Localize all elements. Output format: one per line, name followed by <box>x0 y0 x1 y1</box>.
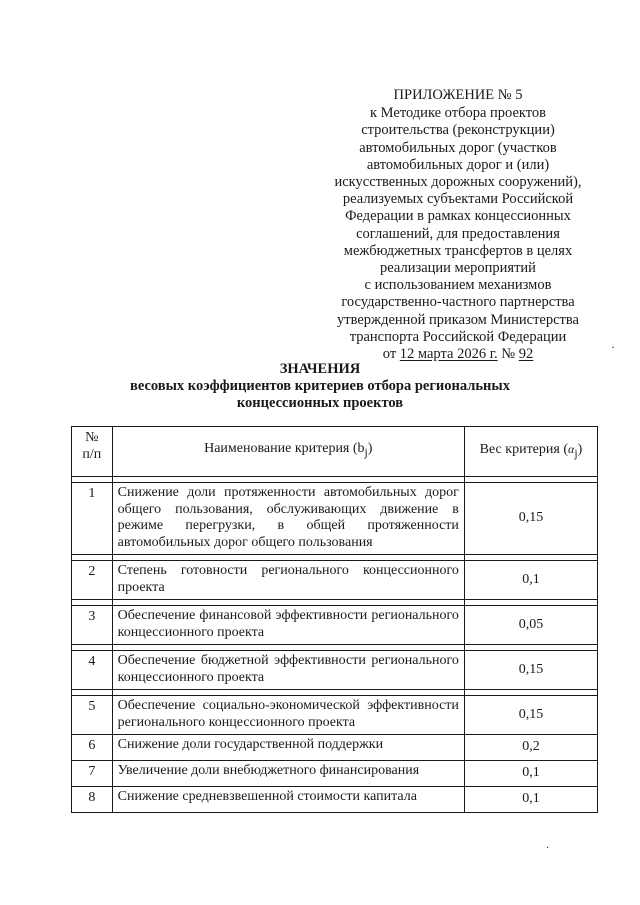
row-weight: 0,1 <box>464 561 597 600</box>
date-prefix: от <box>382 346 397 363</box>
header-weight-close: ) <box>577 441 583 457</box>
row-number: 6 <box>72 735 113 761</box>
document-heading <box>60 361 580 412</box>
header-number-sign: № <box>85 430 99 445</box>
criterion-text: Увеличение доли внебюджетного финансирования <box>117 763 420 778</box>
order-number: 92 <box>518 346 534 363</box>
row-criterion <box>112 483 464 555</box>
header-weight-text: Вес критерия ( <box>479 441 568 457</box>
row-criterion <box>112 761 464 787</box>
row-criterion <box>112 787 464 813</box>
scan-mark: · <box>611 340 615 354</box>
order-date: 12 марта 2026 г. <box>399 346 498 363</box>
criterion-text: Обеспечение социально-экономической эффективности регионального концессионного проекта <box>117 698 459 730</box>
alpha-symbol: α <box>568 441 575 456</box>
table-row <box>72 761 598 787</box>
appendix-line: Федерации в рамках концессионных <box>345 208 571 225</box>
row-number: 7 <box>72 761 113 787</box>
appendix-line: автомобильных дорог и (или) <box>366 156 550 173</box>
number-prefix: № <box>501 346 516 363</box>
heading-subtitle-1: весовых коэффициентов критериев отбора региональных <box>130 378 510 394</box>
appendix-line: с использованием механизмов <box>364 277 552 294</box>
appendix-line: утвержденной приказом Министерства <box>337 311 579 328</box>
criterion-text: Обеспечение финансовой эффективности регионального концессионного проекта <box>117 608 459 640</box>
row-criterion <box>112 735 464 761</box>
table-row <box>72 561 598 600</box>
row-weight: 0,05 <box>464 606 597 645</box>
row-weight: 0,15 <box>464 651 597 690</box>
row-criterion <box>112 606 464 645</box>
heading-subtitle-2: концессионных проектов <box>236 395 404 411</box>
row-criterion <box>112 561 464 600</box>
appendix-title: ПРИЛОЖЕНИЕ № 5 <box>393 87 523 103</box>
criterion-text: Снижение доли государственной поддержки <box>117 737 384 752</box>
criterion-text: Снижение доли протяженности автомобильных дорог общего пользования, обслуживающих движение в режиме перегрузки, в общей протяженности автомобильных дорог общего пользования <box>117 485 459 550</box>
row-number: 5 <box>72 696 113 735</box>
appendix-line: транспорта Российской Федерации <box>349 328 567 345</box>
row-weight: 0,1 <box>464 761 597 787</box>
header-number <box>72 427 113 477</box>
row-number: 4 <box>72 651 113 690</box>
header-name-sub: j <box>364 446 368 460</box>
heading-title: ЗНАЧЕНИЯ <box>279 361 361 377</box>
row-weight: 0,15 <box>464 483 597 555</box>
row-number: 8 <box>72 787 113 813</box>
row-criterion <box>112 651 464 690</box>
appendix-line: искусственных дорожных сооружений), <box>334 174 582 191</box>
appendix-line: реализации мероприятий <box>380 260 536 277</box>
criterion-text: Обеспечение бюджетной эффективности регионального концессионного проекта <box>117 653 459 685</box>
criterion-text: Степень готовности регионального концессионного проекта <box>117 563 459 595</box>
appendix-line: реализуемых субъектами Российской <box>342 191 574 208</box>
table-row <box>72 696 598 735</box>
header-criterion-weight <box>464 427 597 477</box>
header-weight-sub: j <box>574 446 578 460</box>
appendix-line: соглашений, для предоставления <box>356 225 560 242</box>
criterion-text: Снижение средневзвешенной стоимости капитала <box>117 789 417 804</box>
header-name-close: ) <box>367 441 373 457</box>
row-weight: 0,2 <box>464 735 597 761</box>
row-criterion <box>112 696 464 735</box>
header-number-abbr: п/п <box>82 447 102 462</box>
appendix-line: государственно-частного партнерства <box>341 294 575 311</box>
appendix-line: межбюджетных трансфертов в целях <box>343 242 573 259</box>
row-number: 2 <box>72 561 113 600</box>
table-row <box>72 606 598 645</box>
header-criterion-name <box>112 427 464 477</box>
table-header-row <box>72 427 598 477</box>
criteria-table <box>71 426 598 813</box>
row-number: 1 <box>72 483 113 555</box>
table-row <box>72 735 598 761</box>
row-weight: 0,1 <box>464 787 597 813</box>
table-row <box>72 787 598 813</box>
table-row <box>72 651 598 690</box>
header-name-text: Наименование критерия (b <box>204 441 365 457</box>
scan-mark: · <box>546 843 550 854</box>
appendix-line: к Методике отбора проектов <box>370 105 546 122</box>
appendix-line: строительства (реконструкции) <box>361 122 555 139</box>
appendix-block <box>330 87 586 363</box>
appendix-line: автомобильных дорог (участков <box>359 139 557 156</box>
row-weight: 0,15 <box>464 696 597 735</box>
row-number: 3 <box>72 606 113 645</box>
table-row <box>72 483 598 555</box>
